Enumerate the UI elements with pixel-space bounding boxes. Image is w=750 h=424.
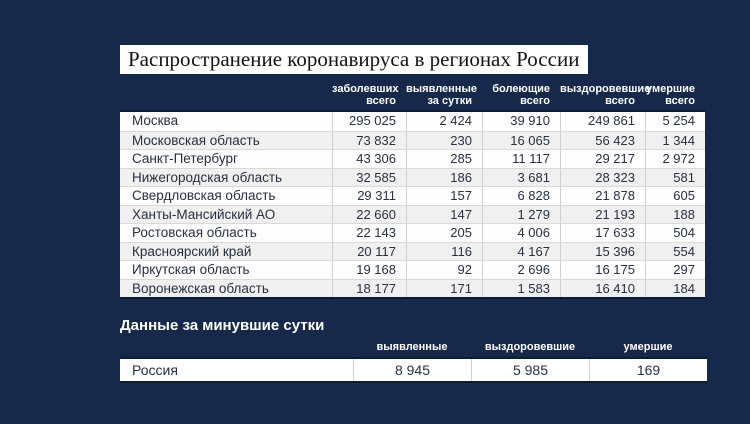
column-header-line2: всего: [366, 94, 396, 107]
value-cell: 18 177: [332, 280, 406, 298]
daily-column-header: выздоровевшие: [484, 341, 576, 353]
value-cell: 2 696: [482, 261, 560, 279]
value-cell: 4 006: [482, 224, 560, 242]
value-cell: 157: [406, 187, 482, 205]
table-row: [120, 168, 705, 187]
column-header-line2: всего: [605, 94, 635, 107]
daily-table-header: [120, 342, 707, 354]
region-cell: Нижегородская область: [132, 169, 283, 185]
table-row: [120, 131, 705, 150]
value-cell: 29 217: [560, 150, 645, 168]
value-cell: 21 878: [560, 187, 645, 205]
column-header-line2: за сутки: [427, 94, 472, 107]
column-header-line1: болеющие: [492, 83, 550, 95]
value-cell: 17 633: [560, 224, 645, 242]
value-cell: 188: [645, 206, 705, 224]
value-cell: 504: [645, 224, 705, 242]
table-row: [120, 279, 705, 298]
column-header-line1: заболевших: [332, 83, 399, 95]
value-cell: 73 832: [332, 132, 406, 150]
column-header: [406, 84, 482, 107]
column-header-line1: выявленные: [406, 83, 477, 95]
value-cell: 20 117: [332, 243, 406, 261]
column-header-line1: выздоровевшие: [560, 83, 651, 95]
value-cell: 92: [406, 261, 482, 279]
region-cell: Санкт-Петербург: [132, 151, 238, 166]
value-cell: 249 861: [560, 112, 645, 131]
column-header-line2: всего: [665, 94, 695, 107]
daily-column-header: умершие: [623, 341, 673, 353]
daily-value-cell: 169: [589, 359, 707, 381]
column-header-line2: всего: [520, 94, 550, 107]
value-cell: 186: [406, 169, 482, 187]
column-header-line1: умершие: [646, 83, 695, 95]
value-cell: 205: [406, 224, 482, 242]
value-cell: 22 660: [332, 206, 406, 224]
region-cell: Воронежская область: [132, 280, 269, 296]
value-cell: 171: [406, 280, 482, 298]
value-cell: 15 396: [560, 243, 645, 261]
table-row: [120, 260, 705, 279]
value-cell: 19 168: [332, 261, 406, 279]
value-cell: 116: [406, 243, 482, 261]
country-cell: Россия: [132, 362, 178, 378]
daily-value-cell: 8 945: [353, 359, 471, 381]
table-row: [120, 112, 705, 131]
table-row: [120, 149, 705, 168]
value-cell: 297: [645, 261, 705, 279]
page-title: Распространение коронавируса в регионах России: [120, 45, 588, 74]
daily-value-cell: 5 985: [471, 359, 589, 381]
value-cell: 4 167: [482, 243, 560, 261]
table-row: [120, 205, 705, 224]
value-cell: 184: [645, 280, 705, 298]
column-header: [332, 84, 406, 107]
value-cell: 28 323: [560, 169, 645, 187]
region-cell: Москва: [132, 113, 179, 128]
value-cell: 230: [406, 132, 482, 150]
table-row: [120, 186, 705, 205]
daily-table-row: [120, 357, 707, 383]
value-cell: 2 424: [406, 112, 482, 131]
value-cell: 2 972: [645, 150, 705, 168]
value-cell: 605: [645, 187, 705, 205]
value-cell: 1 344: [645, 132, 705, 150]
regions-table-header: [120, 84, 705, 107]
value-cell: 11 117: [482, 150, 560, 168]
value-cell: 581: [645, 169, 705, 187]
value-cell: 16 065: [482, 132, 560, 150]
value-cell: 32 585: [332, 169, 406, 187]
value-cell: 39 910: [482, 112, 560, 131]
value-cell: 29 311: [332, 187, 406, 205]
value-cell: 16 175: [560, 261, 645, 279]
value-cell: 3 681: [482, 169, 560, 187]
header-spacer: [120, 342, 353, 354]
value-cell: 5 254: [645, 112, 705, 131]
value-cell: 22 143: [332, 224, 406, 242]
daily-section-title: Данные за минувшие сутки: [120, 317, 325, 334]
value-cell: 16 410: [560, 280, 645, 298]
value-cell: 21 193: [560, 206, 645, 224]
regions-table: [120, 110, 705, 299]
region-cell: Ханты-Мансийский АО: [132, 206, 276, 222]
table-row: [120, 223, 705, 242]
value-cell: 56 423: [560, 132, 645, 150]
region-cell: Московская область: [132, 132, 260, 148]
column-header: [645, 84, 705, 107]
column-header: [560, 83, 651, 107]
region-cell: Ростовская область: [132, 225, 257, 240]
daily-column-header: выявленные: [376, 341, 448, 353]
value-cell: 295 025: [332, 112, 406, 131]
column-header: [482, 84, 560, 107]
region-cell: Красноярский край: [132, 243, 252, 259]
value-cell: 43 306: [332, 150, 406, 168]
table-row: [120, 242, 705, 261]
value-cell: 147: [406, 206, 482, 224]
value-cell: 554: [645, 243, 705, 261]
value-cell: 1 279: [482, 206, 560, 224]
region-cell: Свердловская область: [132, 188, 276, 203]
region-cell: Иркутская область: [132, 262, 250, 277]
value-cell: 6 828: [482, 187, 560, 205]
value-cell: 285: [406, 150, 482, 168]
value-cell: 1 583: [482, 280, 560, 298]
